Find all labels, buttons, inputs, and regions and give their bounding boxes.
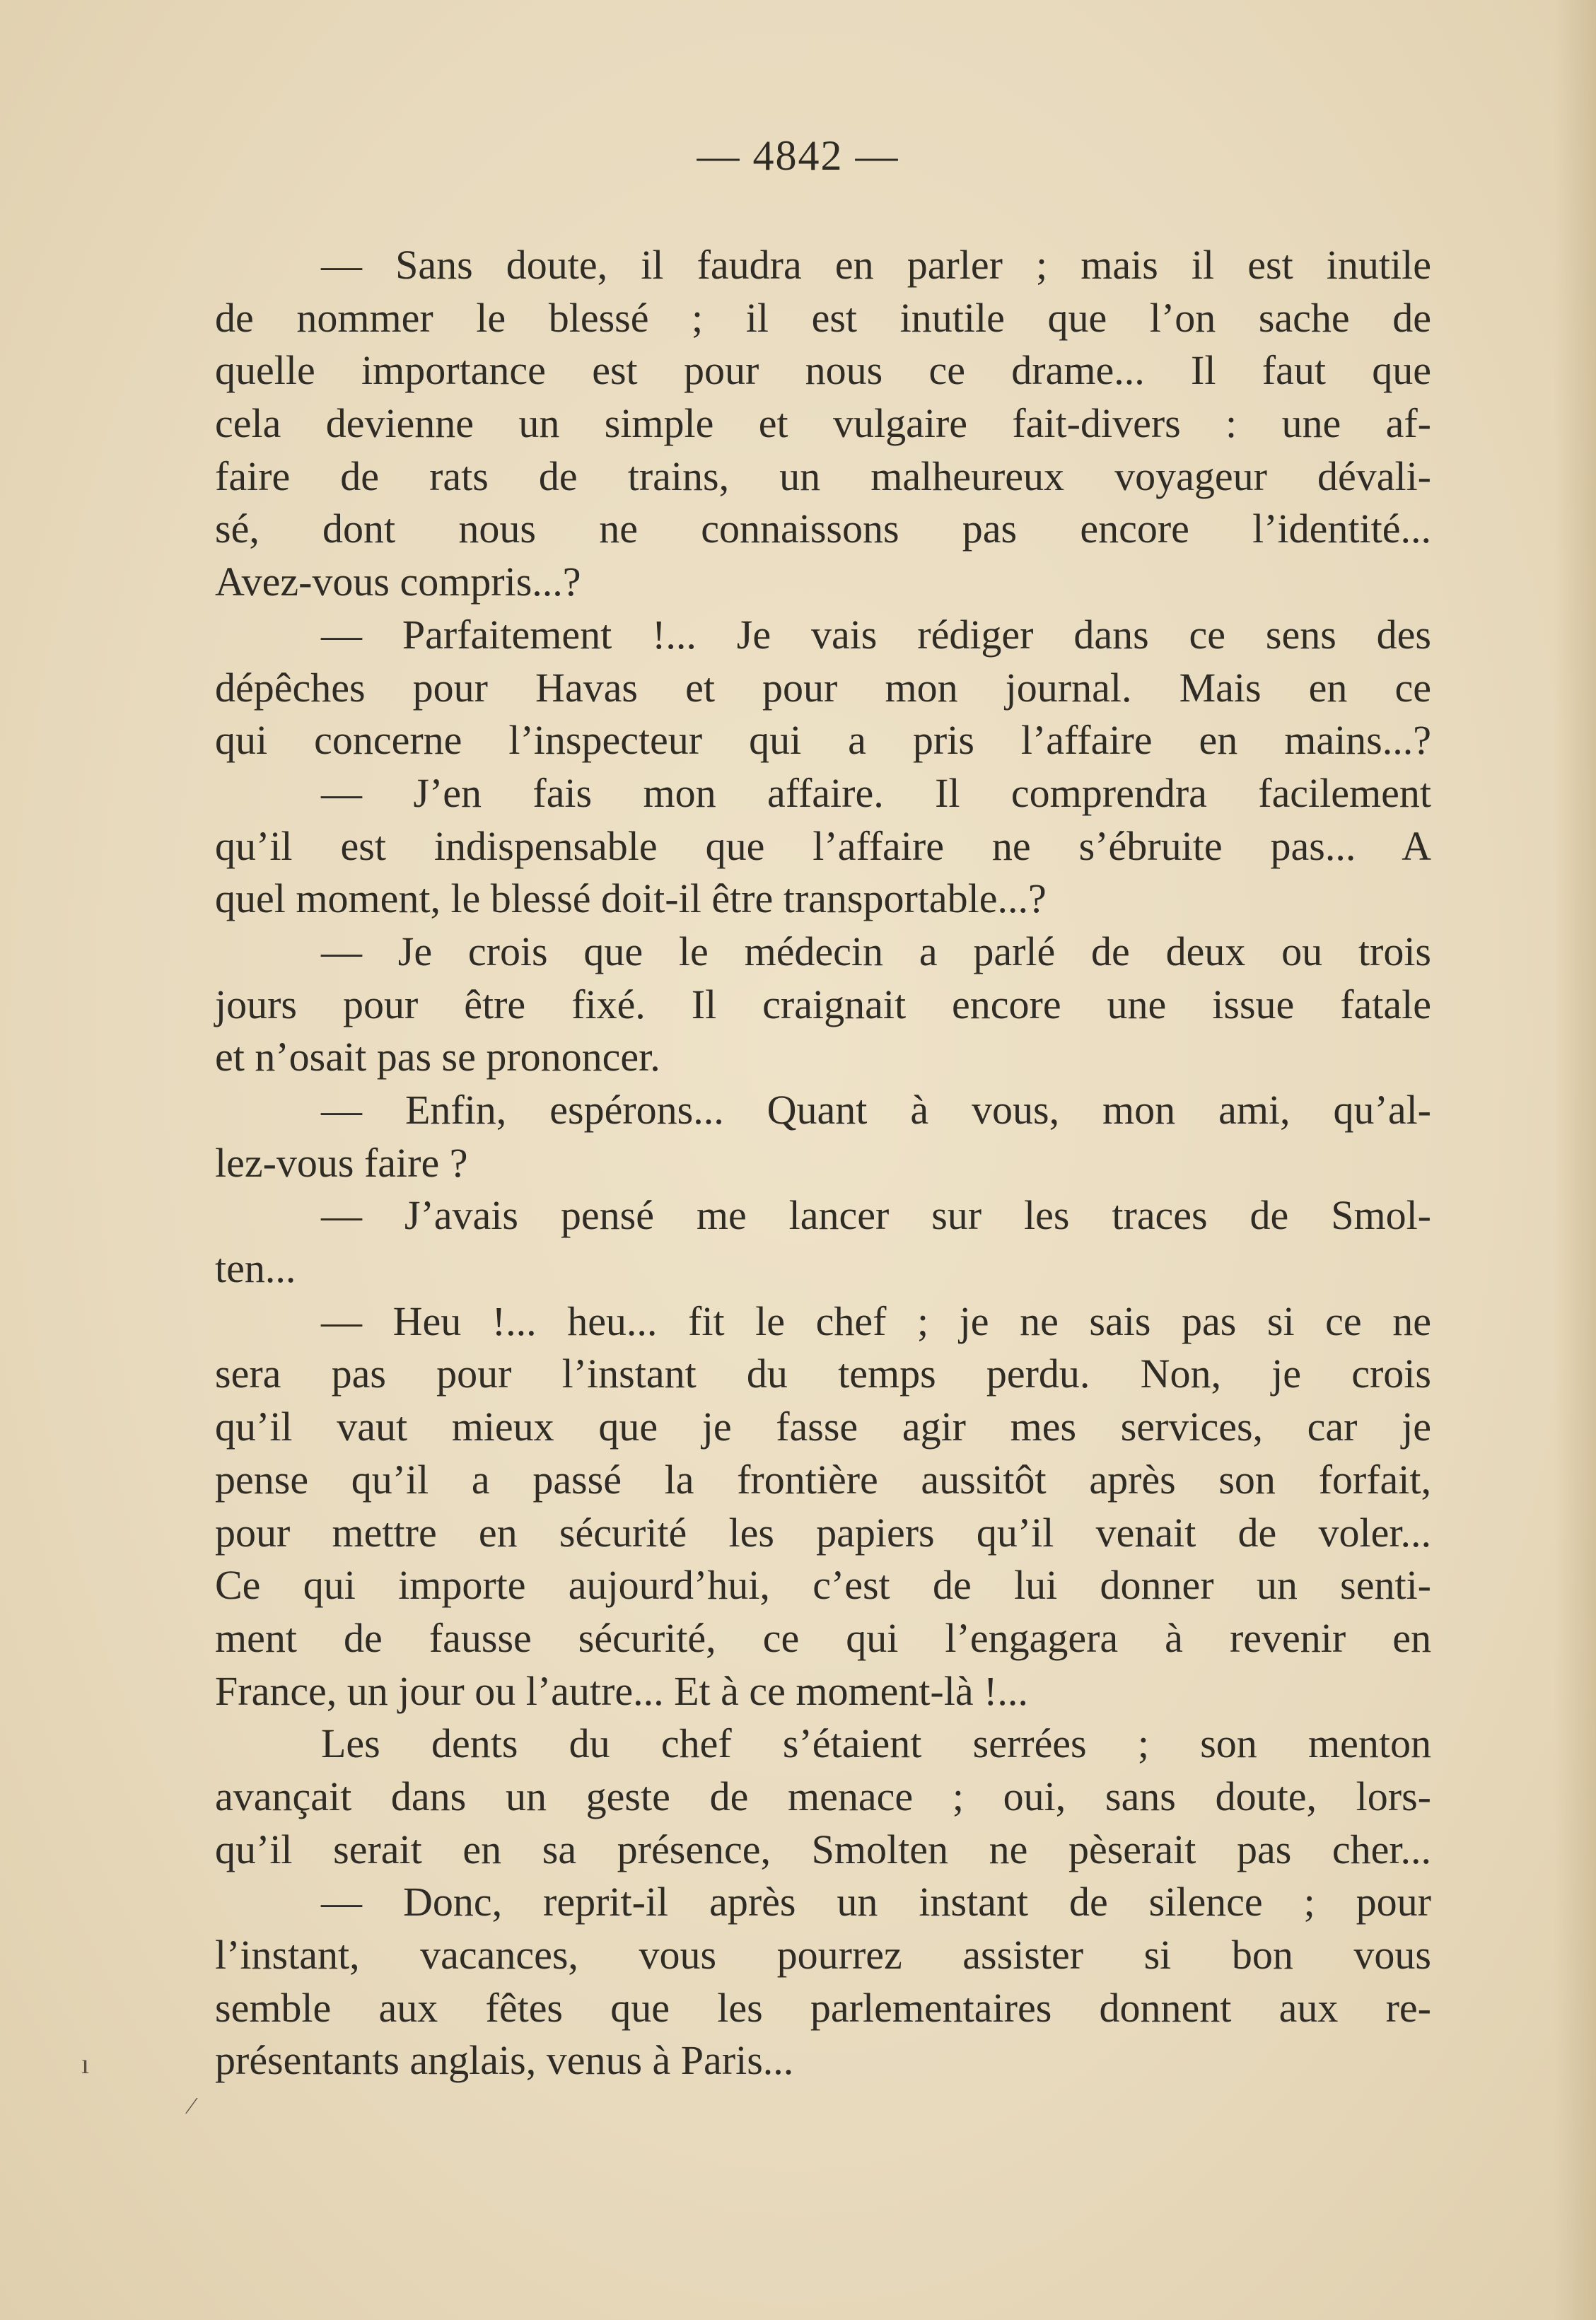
text-line: — Parfaitement !... Je vais rédiger dans ce sens des xyxy=(321,611,1431,658)
text-line: de nommer le blessé ; il est inutile que l’on sache de xyxy=(215,294,1431,341)
text-line: et n’osait pas se prononcer. xyxy=(215,1034,660,1080)
text-line: pense qu’il a passé la frontière aussitôt après son forfait, xyxy=(215,1456,1431,1503)
text-line: pour mettre en sécurité les papiers qu’il venait de voler... xyxy=(215,1509,1431,1556)
text-line: — J’avais pensé me lancer sur les traces de Smol- xyxy=(321,1192,1431,1239)
text-line: dépêches pour Havas et pour mon journal. Mais en ce xyxy=(215,664,1431,711)
text-line: faire de rats de trains, un malheureux voyageur dévali- xyxy=(215,453,1431,499)
text-line: Les dents du chef s’étaient serrées ; son menton xyxy=(321,1720,1431,1767)
text-line: sé, dont nous ne connaissons pas encore l’identité... xyxy=(215,506,1431,552)
text-line: — Donc, reprit-il après un instant de silence ; pour xyxy=(321,1879,1431,1925)
body-text xyxy=(215,239,1431,2087)
text-line: quel moment, le blessé doit-il être transportable...? xyxy=(215,875,1047,922)
paper-speck: ı xyxy=(81,2048,90,2080)
text-line: Avez-vous compris...? xyxy=(215,559,581,605)
text-line: — J’en fais mon affaire. Il comprendra facilement xyxy=(321,769,1431,816)
text-line: présentants anglais, venus à Paris... xyxy=(215,2037,794,2084)
paper-speck: ⁄ xyxy=(190,2093,194,2119)
text-line: France, un jour ou l’autre... Et à ce moment-là !... xyxy=(215,1667,1028,1714)
text-line: quelle importance est pour nous ce drame... Il faut que xyxy=(215,347,1431,394)
text-line: — Heu !... heu... fit le chef ; je ne sais pas si ce ne xyxy=(321,1298,1431,1344)
page-number: — 4842 — xyxy=(697,132,899,179)
text-line: sera pas pour l’instant du temps perdu. Non, je crois xyxy=(215,1351,1431,1397)
text-line: cela devienne un simple et vulgaire fait-divers : une af- xyxy=(215,400,1431,447)
text-line: qu’il vaut mieux que je fasse agir mes services, car je xyxy=(215,1404,1431,1450)
text-line: Ce qui importe aujourd’hui, c’est de lui donner un senti- xyxy=(215,1562,1431,1609)
text-line: — Je crois que le médecin a parlé de deux ou trois xyxy=(321,928,1431,974)
text-line: qu’il est indispensable que l’affaire ne s’ébruite pas... A xyxy=(215,822,1431,869)
text-line: lez-vous faire ? xyxy=(215,1139,468,1186)
text-line: qui concerne l’inspecteur qui a pris l’affaire en mains...? xyxy=(215,717,1431,764)
text-line: ment de fausse sécurité, ce qui l’engagera à revenir en xyxy=(215,1614,1431,1661)
text-line: — Enfin, espérons... Quant à vous, mon ami, qu’al- xyxy=(321,1087,1431,1133)
text-line: jours pour être fixé. Il craignait encore une issue fatale xyxy=(215,981,1431,1027)
page-edge-shadow xyxy=(1554,0,1596,2320)
text-line: qu’il serait en sa présence, Smolten ne pèserait pas cher... xyxy=(215,1826,1431,1872)
text-line: avançait dans un geste de menace ; oui, sans doute, lors- xyxy=(215,1773,1431,1819)
text-line: — Sans doute, il faudra en parler ; mais il est inutile xyxy=(321,242,1431,288)
text-line: semble aux fêtes que les parlementaires donnent aux re- xyxy=(215,1984,1431,2031)
text-line: l’instant, vacances, vous pourrez assister si bon vous xyxy=(215,1932,1431,1978)
text-line: ten... xyxy=(215,1245,296,1292)
